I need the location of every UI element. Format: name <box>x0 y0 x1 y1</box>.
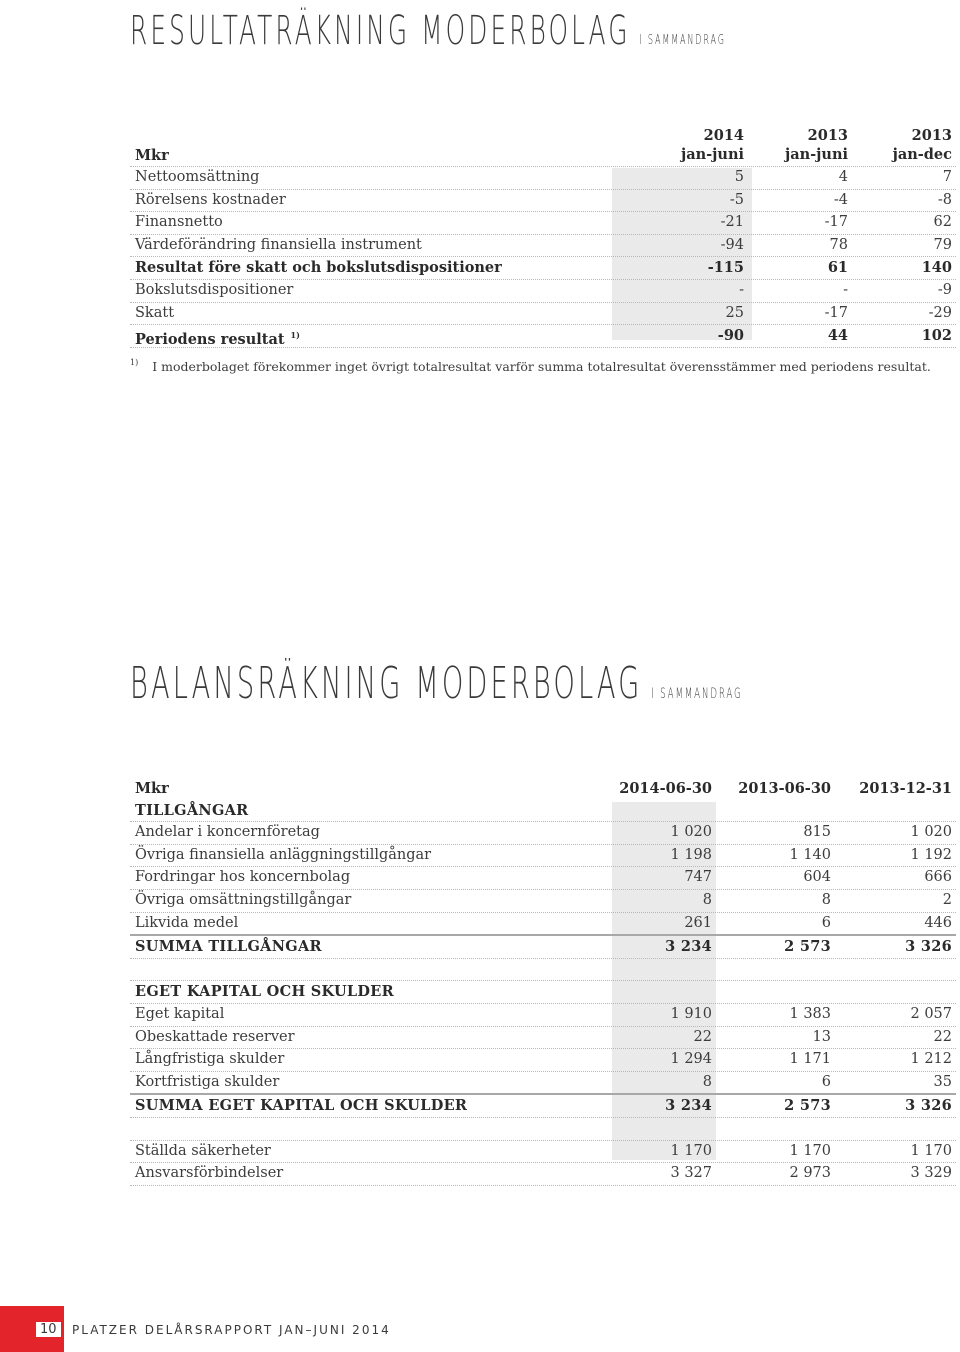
table-row: Rörelsens kostnader -5 -4 -8 <box>130 190 956 213</box>
balance-title-text: BALANSRÄKNING MODERBOLAG <box>130 658 643 709</box>
table-row: Eget kapital 1 910 1 383 2 057 <box>130 1004 956 1027</box>
header-col2: 2013-06-30 <box>738 780 831 797</box>
header-label: Mkr <box>135 780 169 797</box>
footer-text: PLATZER DELÅRSRAPPORT JAN–JUNI 2014 <box>72 1323 391 1337</box>
header-col3: 2013 jan-dec <box>892 127 952 163</box>
income-subtitle-text: I SAMMANDRAG <box>639 33 726 48</box>
section-heading-assets: TILLGÅNGAR <box>130 800 956 823</box>
table-row: Övriga omsättningstillgångar 8 8 2 <box>130 890 956 913</box>
header-label: Mkr <box>135 147 169 164</box>
balance-sheet-table <box>130 778 956 1186</box>
table-row: Finansnetto -21 -17 62 <box>130 212 956 235</box>
spacer-row <box>130 1118 956 1141</box>
income-statement-title <box>130 8 726 54</box>
table-row-subtotal: Resultat före skatt och bokslutsdispositioner -115 61 140 <box>130 257 956 280</box>
table-row-total-assets: SUMMA TILLGÅNGAR 3 234 2 573 3 326 <box>130 936 956 959</box>
footnote-mark: 1) <box>130 358 139 367</box>
table-row: Bokslutsdispositioner - - -9 <box>130 280 956 303</box>
table-row: Fordringar hos koncernbolag 747 604 666 <box>130 867 956 890</box>
spacer-row <box>130 959 956 982</box>
table-row: Andelar i koncernföretag 1 020 815 1 020 <box>130 822 956 845</box>
footnote <box>130 358 931 374</box>
header-col3: 2013-12-31 <box>859 780 952 797</box>
header-col1: 2014-06-30 <box>619 780 712 797</box>
table-row: Ansvarsförbindelser 3 327 2 973 3 329 <box>130 1163 956 1186</box>
header-col1: 2014 jan-juni <box>680 127 744 163</box>
table-row: Skatt 25 -17 -29 <box>130 303 956 326</box>
table-row: Likvida medel 261 6 446 <box>130 913 956 937</box>
income-statement-table <box>130 126 956 348</box>
table-row: Långfristiga skulder 1 294 1 171 1 212 <box>130 1049 956 1072</box>
table-row: Kortfristiga skulder 8 6 35 <box>130 1072 956 1096</box>
footnote-text: I moderbolaget förekommer inget övrigt totalresultat varför summa totalresultat överensstämmer med periodens resultat. <box>152 359 931 374</box>
table-row: Övriga finansiella anläggningstillgångar 1 198 1 140 1 192 <box>130 845 956 868</box>
balance-sheet-title <box>130 658 743 709</box>
balance-subtitle-text: I SAMMANDRAG <box>651 686 743 702</box>
table-row: Nettoomsättning 5 4 7 <box>130 167 956 190</box>
page-number: 10 <box>36 1322 61 1337</box>
table-header <box>130 126 956 167</box>
income-title-text: RESULTATRÄKNING MODERBOLAG <box>130 8 631 54</box>
table-row: Obeskattade reserver 22 13 22 <box>130 1027 956 1050</box>
table-header <box>130 778 956 800</box>
header-col2: 2013 jan-juni <box>784 127 848 163</box>
table-row-total: Periodens resultat $^{1)}$ -90 44 102 <box>130 325 956 348</box>
table-row-total-equity: SUMMA EGET KAPITAL OCH SKULDER 3 234 2 573 3 326 <box>130 1095 956 1118</box>
section-heading-equity: EGET KAPITAL OCH SKULDER <box>130 981 956 1004</box>
table-row: Ställda säkerheter 1 170 1 170 1 170 <box>130 1141 956 1164</box>
footnote-ref: 1) <box>290 330 300 341</box>
table-row: Värdeförändring finansiella instrument -94 78 79 <box>130 235 956 258</box>
